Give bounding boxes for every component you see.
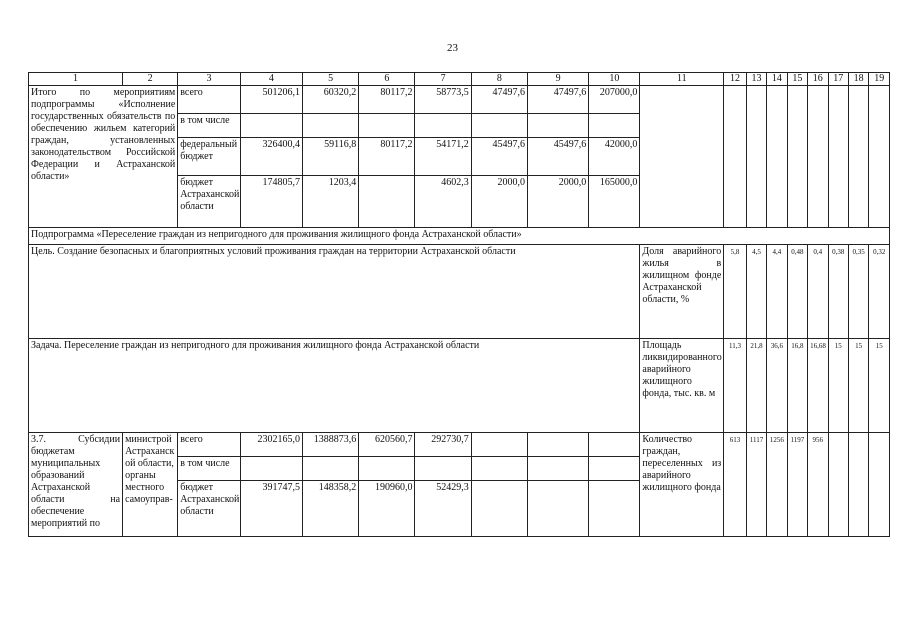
goal-row — [29, 245, 890, 339]
empty-cell — [471, 114, 527, 138]
header-row — [29, 73, 890, 86]
header-cell: 5 — [303, 73, 359, 86]
empty-cell — [415, 114, 471, 138]
task-text: Задача. Переселение граждан из непригодного для проживания жилищного фонда Астраханской области — [29, 339, 640, 433]
task-value: 16,8 — [787, 339, 807, 433]
goal-value: 0,35 — [848, 245, 868, 339]
empty-cell — [303, 114, 359, 138]
block1-value: 2000,0 — [527, 176, 588, 228]
empty-cell — [527, 114, 588, 138]
block1-value: 2000,0 — [471, 176, 527, 228]
block2-indicator-value: 1117 — [746, 433, 766, 537]
block1-value: 47497,6 — [471, 86, 527, 114]
header-cell: 19 — [869, 73, 890, 86]
block1-indicator — [640, 86, 724, 228]
header-cell: 14 — [767, 73, 787, 86]
block2-value: 1388873,6 — [303, 433, 359, 457]
empty-cell — [746, 86, 766, 228]
block2-indicator-value — [828, 433, 848, 537]
task-value: 15 — [828, 339, 848, 433]
goal-value: 0,4 — [808, 245, 828, 339]
header-cell: 8 — [471, 73, 527, 86]
empty-cell — [303, 457, 359, 481]
task-indicator: Площадь ликвидированного аварийного жилищного фонда, тыс. кв. м — [640, 339, 724, 433]
block2-indicator-value — [869, 433, 890, 537]
subprogram-row — [29, 228, 890, 245]
block1-row-label: всего — [178, 86, 240, 114]
block1-value: 45497,6 — [527, 138, 588, 176]
goal-value: 0,48 — [787, 245, 807, 339]
block1-value: 54171,2 — [415, 138, 471, 176]
task-row — [29, 339, 890, 433]
goal-value: 4,5 — [746, 245, 766, 339]
goal-value: 4,4 — [767, 245, 787, 339]
empty-cell — [808, 86, 828, 228]
block1-value — [359, 176, 415, 228]
task-value: 36,6 — [767, 339, 787, 433]
empty-cell — [359, 114, 415, 138]
header-cell: 9 — [527, 73, 588, 86]
block1-value: 80117,2 — [359, 138, 415, 176]
block1-name: Итого по мероприятиям подпрограммы «Исполнение государственных обязательств по обеспечению жильем категорий граждан, установленных законодательством Российской Федерации и Астраханской области» — [29, 86, 178, 228]
block2-executor: министрой Астраханской области, органы местного самоуправ- — [123, 433, 178, 537]
empty-cell — [869, 86, 890, 228]
header-cell: 11 — [640, 73, 724, 86]
empty-cell — [767, 86, 787, 228]
block1-value: 45497,6 — [471, 138, 527, 176]
block2-value — [589, 433, 640, 457]
empty-cell — [240, 457, 302, 481]
goal-value: 0,38 — [828, 245, 848, 339]
block2-value — [527, 481, 588, 537]
header-cell: 18 — [848, 73, 868, 86]
block2-name: 3.7. Субсидии бюджетам муниципальных образований Астраханской области на обеспечение мероприятий по — [29, 433, 123, 537]
empty-cell — [589, 114, 640, 138]
block2-indicator-value: 956 — [808, 433, 828, 537]
header-cell: 1 — [29, 73, 123, 86]
block2-indicator-value: 1256 — [767, 433, 787, 537]
block2-value: 292730,7 — [415, 433, 471, 457]
block2-value — [589, 481, 640, 537]
block1-value: 207000,0 — [589, 86, 640, 114]
block1-value: 501206,1 — [240, 86, 302, 114]
empty-cell — [359, 457, 415, 481]
block2-indicator-value: 613 — [724, 433, 746, 537]
block2-row-label: бюджет Астраханской области — [178, 481, 240, 537]
block2-value: 2302165,0 — [240, 433, 302, 457]
empty-cell — [724, 86, 746, 228]
block2-value — [471, 481, 527, 537]
block2-indicator-value — [848, 433, 868, 537]
empty-cell — [589, 457, 640, 481]
header-cell: 13 — [746, 73, 766, 86]
task-value: 16,68 — [808, 339, 828, 433]
block1-value: 4602,3 — [415, 176, 471, 228]
header-cell: 16 — [808, 73, 828, 86]
block2-indicator-value: 1197 — [787, 433, 807, 537]
header-cell: 3 — [178, 73, 240, 86]
block1-value: 58773,5 — [415, 86, 471, 114]
block1-value: 47497,6 — [527, 86, 588, 114]
task-value: 21,8 — [746, 339, 766, 433]
block2-row-label: в том числе — [178, 457, 240, 481]
block2-value: 391747,5 — [240, 481, 302, 537]
block2-indicator: Количество граждан, переселенных из аварийного жилищного фонда — [640, 433, 724, 537]
block1-value: 60320,2 — [303, 86, 359, 114]
empty-cell — [828, 86, 848, 228]
header-cell: 10 — [589, 73, 640, 86]
empty-cell — [527, 457, 588, 481]
empty-cell — [471, 457, 527, 481]
task-value: 15 — [869, 339, 890, 433]
block1-value: 174805,7 — [240, 176, 302, 228]
table-row — [29, 433, 890, 457]
block2-value: 620560,7 — [359, 433, 415, 457]
header-cell: 15 — [787, 73, 807, 86]
block1-value: 165000,0 — [589, 176, 640, 228]
page-number: 23 — [447, 42, 458, 54]
empty-cell — [415, 457, 471, 481]
header-cell: 7 — [415, 73, 471, 86]
empty-cell — [787, 86, 807, 228]
header-cell: 17 — [828, 73, 848, 86]
block1-row-label: бюджет Астраханской области — [178, 176, 240, 228]
goal-indicator: Доля аварийного жилья в жилищном фонде Астраханской области, % — [640, 245, 724, 339]
block1-row-label: в том числе — [178, 114, 240, 138]
header-cell: 12 — [724, 73, 746, 86]
block1-value: 42000,0 — [589, 138, 640, 176]
table-row — [29, 86, 890, 114]
block2-row-label: всего — [178, 433, 240, 457]
task-value: 11,3 — [724, 339, 746, 433]
header-cell: 2 — [123, 73, 178, 86]
block1-value: 1203,4 — [303, 176, 359, 228]
program-table — [28, 72, 890, 537]
block1-value: 80117,2 — [359, 86, 415, 114]
block1-value: 59116,8 — [303, 138, 359, 176]
block2-value: 52429,3 — [415, 481, 471, 537]
block1-value: 326400,4 — [240, 138, 302, 176]
header-cell: 6 — [359, 73, 415, 86]
goal-value: 5,8 — [724, 245, 746, 339]
empty-cell — [240, 114, 302, 138]
block2-value: 148358,2 — [303, 481, 359, 537]
block2-value: 190960,0 — [359, 481, 415, 537]
block2-value — [471, 433, 527, 457]
subprogram-title: Подпрограмма «Переселение граждан из непригодного для проживания жилищного фонда Астраханской области» — [29, 228, 890, 245]
empty-cell — [848, 86, 868, 228]
goal-text: Цель. Создание безопасных и благоприятных условий проживания граждан на территории Астраханской области — [29, 245, 640, 339]
goal-value: 0,32 — [869, 245, 890, 339]
task-value: 15 — [848, 339, 868, 433]
block1-row-label: федеральный бюджет — [178, 138, 240, 176]
header-cell: 4 — [240, 73, 302, 86]
block2-value — [527, 433, 588, 457]
